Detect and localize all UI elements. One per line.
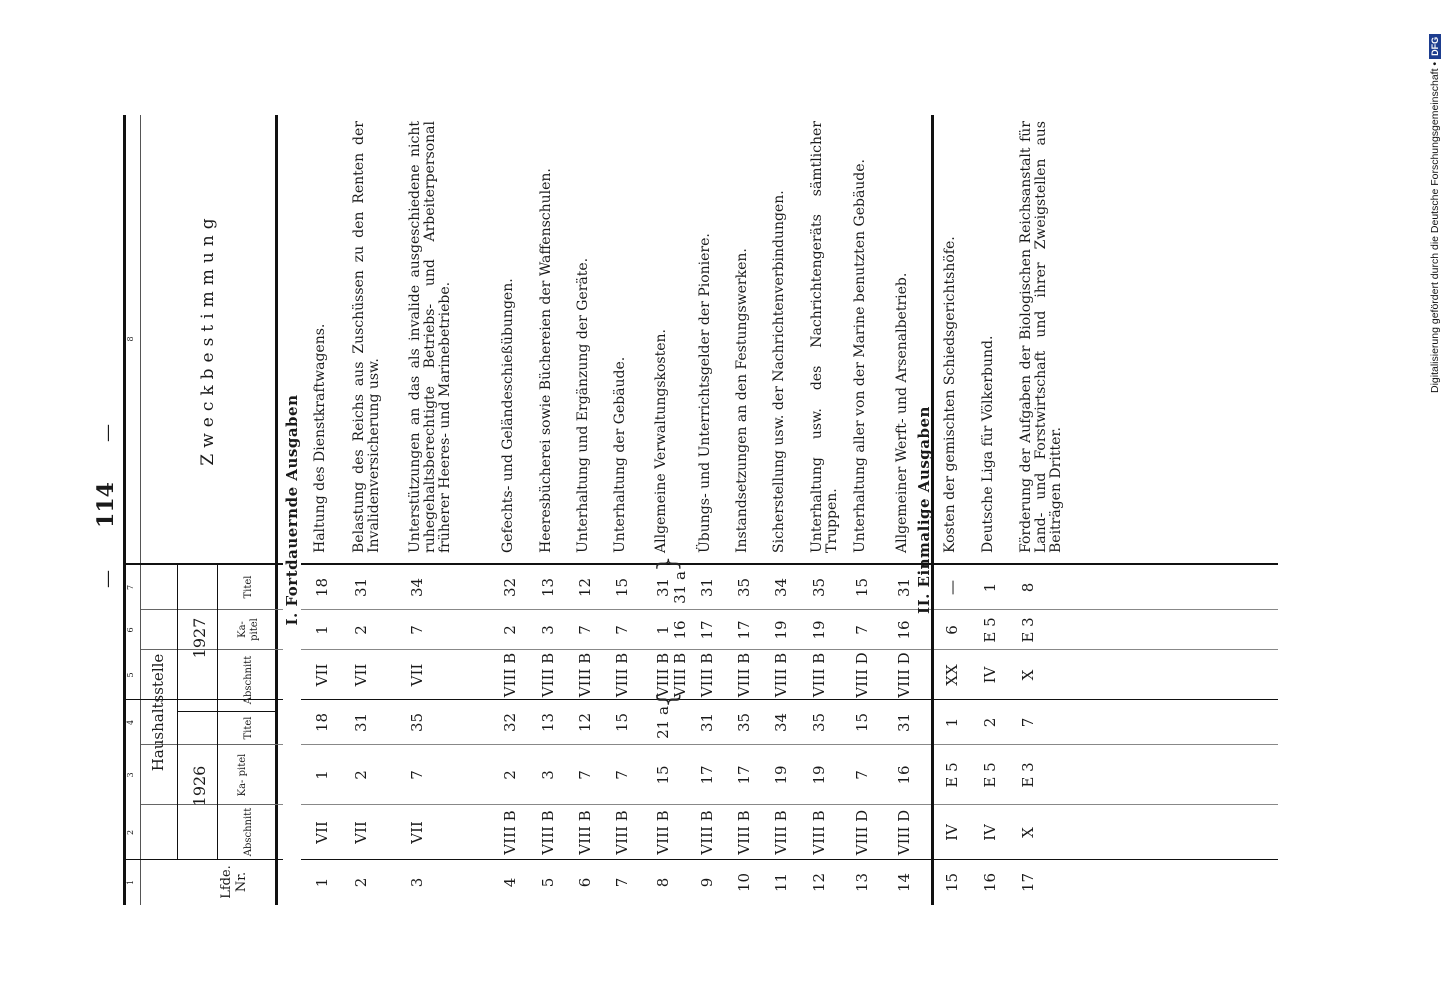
column-number: 5 [126, 672, 135, 678]
column-number: 6 [126, 627, 135, 633]
cell-t27: 31 [698, 577, 716, 598]
cell-t26: 18 [313, 712, 331, 733]
table-row [981, 115, 1017, 905]
page-number: —114— [93, 422, 119, 588]
section-heading: II. Einmalige Ausgaben [915, 406, 933, 614]
lfde-nr-header: Lfde. Nr. [219, 865, 249, 899]
cell-t27: 15 [613, 577, 631, 598]
cell-k26: 19 [772, 765, 790, 785]
titel-header: Titel [243, 716, 254, 740]
cell-k26: 17 [698, 765, 716, 785]
purpose-text: Sicherstellung usw. der Nachrichtenverbindungen. [771, 190, 787, 553]
cell-k27: E 5 [981, 617, 999, 643]
cell-t26: 35 [735, 712, 753, 733]
cell-t26: 12 [576, 712, 594, 733]
cell-k26: 17 [735, 765, 753, 785]
cell-k27: 7 [853, 625, 871, 635]
cell-a27: VIII B [735, 652, 753, 698]
column-number-rule [140, 115, 141, 905]
abschnitt-header: Abschnitt [243, 655, 254, 705]
cell-nr: 15 [943, 872, 961, 893]
purpose-text: Unterhaltung usw. des Nachrichtengeräts sämtlicher Truppen. [809, 121, 840, 553]
column-number: 1 [126, 879, 135, 886]
cell-nr: 9 [698, 877, 716, 888]
table-row [613, 115, 649, 905]
cell-k26: 7 [613, 770, 631, 780]
column-number: 3 [126, 772, 135, 778]
cell-t27: — [943, 580, 961, 595]
table-row [501, 115, 537, 905]
cell-k27: 7 [408, 625, 426, 635]
purpose-text: Unterhaltung der Gebäude. [612, 356, 628, 553]
cell-t26: 13 [539, 712, 557, 733]
cell-k27: 1 [313, 625, 331, 635]
cell-a27: VII [408, 663, 426, 687]
cell-a27: VIII B [772, 652, 790, 698]
purpose-text: Deutsche Liga für Völkerbund. [980, 335, 996, 553]
table-row [352, 115, 388, 905]
column-number: 4 [126, 719, 135, 726]
column-number: 8 [126, 336, 135, 342]
cell-a26: VIII D [895, 809, 913, 856]
cell-nr: 17 [1019, 872, 1037, 893]
cell-t27: 13 [539, 577, 557, 598]
cell-nr: 8 [654, 877, 672, 888]
cell-t27: 8 [1019, 582, 1037, 593]
cell-k27: 19 [772, 620, 790, 640]
cell-a26: VIII D [853, 809, 871, 856]
cell-k26: 2 [501, 770, 519, 780]
cell-a27: IV [981, 666, 999, 684]
column-number: 2 [126, 829, 135, 836]
cell-k26: 2 [352, 770, 370, 780]
cell-t26: 15 [613, 712, 631, 733]
zweckbestimmung-header: Zweckbestimmung [198, 212, 218, 466]
cell-k26: E 5 [943, 762, 961, 788]
cell-k26: 7 [853, 770, 871, 780]
cell-t26: 21 a [654, 706, 672, 739]
cell-k26: 19 [810, 765, 828, 785]
cell-k27: 19 [810, 620, 828, 640]
cell-t27: 18 [313, 577, 331, 598]
table-row [810, 115, 846, 905]
digitization-credit [1429, 34, 1441, 393]
cell-nr: 4 [501, 877, 519, 888]
cell-k27: 7 [613, 625, 631, 635]
cell-a27: VIII B [671, 652, 689, 698]
column-number: 7 [126, 584, 135, 591]
purpose-text: Übungs- und Unterrichtsgelder der Pioniere. [697, 233, 713, 553]
cell-t26: 35 [810, 712, 828, 733]
cell-t26: 31 [895, 712, 913, 733]
table-row [576, 115, 612, 905]
cell-t27: 31 [654, 577, 672, 598]
cell-a26: VIII B [613, 810, 631, 855]
cell-nr: 7 [613, 877, 631, 888]
abschnitt-header: Abschnitt [243, 807, 254, 857]
cell-a26: VIII B [810, 810, 828, 855]
cell-k26: 7 [576, 770, 594, 780]
cell-k27: 7 [576, 625, 594, 635]
cell-t27: 31 a [671, 571, 689, 604]
cell-k27: 16 [671, 620, 689, 640]
brace: { [653, 691, 683, 708]
cell-a26: VIII B [698, 810, 716, 855]
cell-a26: IV [943, 824, 961, 841]
purpose-text: Unterhaltung aller von der Marine benutzten Gebäude. [852, 158, 868, 553]
cell-t26: 34 [772, 712, 790, 733]
cell-a27: VII [313, 663, 331, 687]
cell-k26: 16 [895, 765, 913, 785]
cell-k27: 2 [501, 625, 519, 635]
cell-t27: 31 [895, 577, 913, 598]
cell-a26: VII [352, 821, 370, 844]
cell-k27: 6 [943, 625, 961, 635]
cell-a27: XX [943, 664, 961, 686]
titel-header: Titel [243, 575, 254, 599]
kapitel-header: Ka- pitel [237, 618, 260, 641]
cell-a26: VIII B [576, 810, 594, 855]
purpose-text: Unterhaltung und Ergänzung der Geräte. [575, 257, 591, 553]
cell-a27: VIII B [576, 652, 594, 698]
cell-a26: X [1019, 827, 1037, 838]
table-row [654, 115, 690, 905]
cell-t27: 32 [501, 577, 519, 598]
purpose-text: Haltung des Dienstkraftwagens. [312, 323, 328, 553]
cell-nr: 10 [735, 872, 753, 893]
cell-k26: E 5 [981, 762, 999, 788]
purpose-text: Förderung der Aufgaben der Biologischen Reichsanstalt für Land- und Forstwirtschaft und ihrer Zweigstellen aus Beiträgen Dritter. [1018, 121, 1064, 553]
cell-nr: 6 [576, 877, 594, 888]
cell-t26: 35 [408, 712, 426, 733]
cell-a26: VIII B [772, 810, 790, 855]
cell-t27: 12 [576, 577, 594, 598]
year-1926-header: 1926 [190, 765, 209, 807]
purpose-text: Allgemeiner Werft- und Arsenalbetrieb. [894, 272, 910, 553]
rotated-page [93, 105, 1303, 905]
cell-t26: 1 [943, 717, 961, 728]
table-row [313, 115, 349, 905]
haushaltsstelle-rule [177, 565, 178, 860]
cell-k26: 3 [539, 770, 557, 780]
cell-t27: 1 [981, 582, 999, 593]
cell-k27: 16 [895, 620, 913, 640]
cell-t26: 31 [352, 712, 370, 733]
cell-t26: 15 [853, 712, 871, 733]
cell-a26: VII [313, 821, 331, 844]
cell-a26: VII [408, 821, 426, 844]
cell-t26: 7 [1019, 717, 1037, 728]
table-row [539, 115, 575, 905]
cell-t27: 34 [408, 577, 426, 598]
cell-nr: 2 [352, 877, 370, 888]
cell-t27: 35 [735, 577, 753, 598]
cell-nr: 12 [810, 872, 828, 893]
cell-a27: VII [352, 663, 370, 687]
cell-a27: VIII D [895, 652, 913, 698]
cell-a27: VIII B [613, 652, 631, 698]
year-rule [217, 565, 218, 860]
purpose-text: Instandsetzungen an den Festungswerken. [734, 248, 750, 553]
cell-a27: VIII B [501, 652, 519, 698]
purpose-text: Unterstützungen an das als invalide ausgeschiedene nicht ruhegehaltsberechtigte Betriebs- und Arbeiterpersonal früherer Heeres- und Marinebetriebe. [407, 121, 453, 553]
cell-t26: 32 [501, 712, 519, 733]
cell-a26: VIII B [654, 810, 672, 855]
cell-k27: 17 [735, 620, 753, 640]
cell-nr: 13 [853, 872, 871, 893]
cell-k26: 7 [408, 770, 426, 780]
cell-a26: VIII B [501, 810, 519, 855]
cell-k27: E 3 [1019, 617, 1037, 643]
cell-a27: VIII D [853, 652, 871, 698]
cell-k27: 2 [352, 625, 370, 635]
dfg-logo: DFG [1429, 34, 1441, 59]
cell-nr: 14 [895, 872, 913, 893]
purpose-text: Belastung des Reichs aus Zuschüssen zu den Renten der Invalidenversicherung usw. [351, 121, 382, 553]
cell-t27: 35 [810, 577, 828, 598]
cell-a26: IV [981, 824, 999, 841]
section-heading: I. Fortdauernde Ausgaben [283, 115, 301, 905]
cell-a27: X [1019, 669, 1037, 681]
cell-nr: 3 [408, 877, 426, 888]
cell-nr: 16 [981, 872, 999, 893]
cell-a27: VIII B [539, 652, 557, 698]
cell-t26: 31 [698, 712, 716, 733]
cell-k26: E 3 [1019, 762, 1037, 788]
cell-k27: 1 [654, 625, 672, 635]
table-row [853, 115, 889, 905]
cell-nr: 5 [539, 877, 557, 888]
cell-k27: 3 [539, 625, 557, 635]
cell-k26: 15 [654, 765, 672, 785]
cell-t26: 2 [981, 717, 999, 728]
cell-a27: VIII B [698, 652, 716, 698]
cell-t27: 34 [772, 577, 790, 598]
credit-text: Digitalisierung gefördert durch die Deutsche Forschungsgemeinschaft • [1429, 61, 1441, 393]
page-number-text: 114 [93, 482, 119, 528]
header-bottom-rule [275, 115, 278, 905]
year-1927-header: 1927 [190, 617, 209, 659]
haushaltsstelle-header: Haushaltsstelle [149, 653, 167, 772]
table-row [1018, 115, 1064, 905]
cell-k26: 1 [313, 770, 331, 780]
cell-nr: 11 [772, 872, 790, 893]
kapitel-header: Ka- pitel [237, 753, 248, 797]
cell-k27: 17 [698, 620, 716, 640]
cell-a26: VIII B [735, 810, 753, 855]
purpose-text: Heeresbücherei sowie Büchereien der Waffenschulen. [538, 168, 554, 553]
cell-t27: 15 [853, 577, 871, 598]
purpose-text: Gefechts- und Geländeschießübungen. [500, 278, 516, 553]
table-row [943, 115, 979, 905]
cell-t27: 31 [352, 577, 370, 598]
brace: } [653, 555, 683, 572]
table-row [735, 115, 771, 905]
table-row [772, 115, 808, 905]
purpose-text: Allgemeine Verwaltungskosten. [653, 329, 669, 553]
table-row [407, 115, 453, 905]
purpose-text: Kosten der gemischten Schiedsgerichtshöfe. [942, 236, 958, 553]
cell-a26: VIII B [539, 810, 557, 855]
table-row [698, 115, 734, 905]
cell-a27: VIII B [654, 652, 672, 698]
cell-nr: 1 [313, 877, 331, 888]
cell-a27: VIII B [810, 652, 828, 698]
